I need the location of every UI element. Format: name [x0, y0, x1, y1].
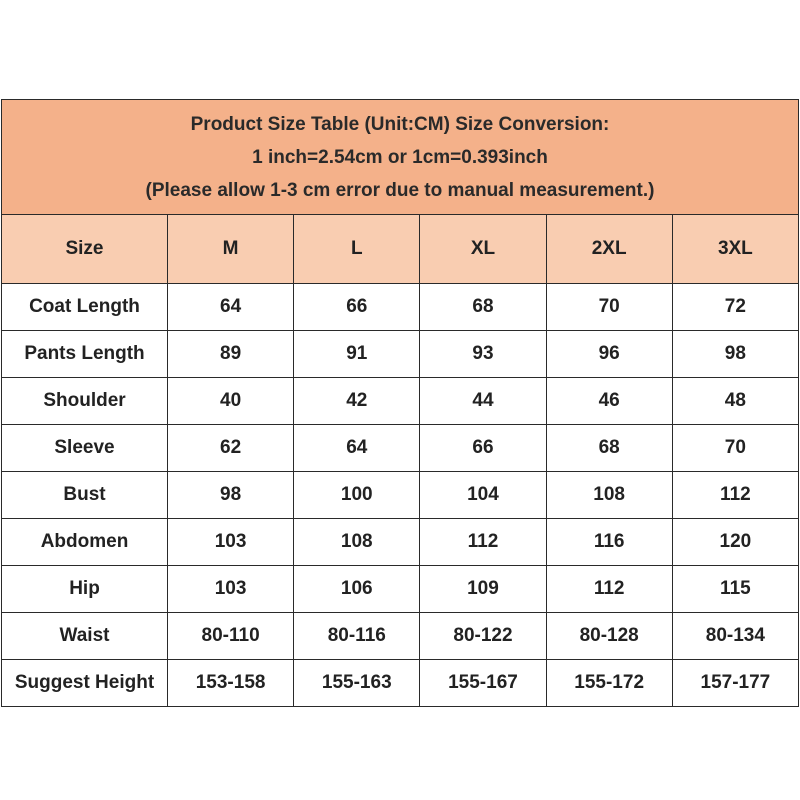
header-size: Size [2, 215, 168, 284]
table-cell: 116 [546, 519, 672, 566]
table-cell: 70 [672, 425, 798, 472]
table-cell: 70 [546, 284, 672, 331]
table-cell: 44 [420, 378, 546, 425]
row-label: Shoulder [2, 378, 168, 425]
table-cell: 46 [546, 378, 672, 425]
header-xl: XL [420, 215, 546, 284]
table-cell: 80-128 [546, 613, 672, 660]
table-cell: 80-110 [168, 613, 294, 660]
table-row [2, 566, 799, 613]
table-title [2, 100, 799, 215]
table-cell: 68 [546, 425, 672, 472]
row-label: Suggest Height [2, 660, 168, 707]
table-cell: 80-134 [672, 613, 798, 660]
table-cell: 120 [672, 519, 798, 566]
title-line-3: (Please allow 1-3 cm error due to manual measurement.) [145, 179, 655, 201]
table-cell: 98 [672, 331, 798, 378]
row-label: Sleeve [2, 425, 168, 472]
header-m: M [168, 215, 294, 284]
table-cell: 112 [672, 472, 798, 519]
table-cell: 64 [294, 425, 420, 472]
header-l: L [294, 215, 420, 284]
row-label: Pants Length [2, 331, 168, 378]
table-cell: 106 [294, 566, 420, 613]
row-label: Waist [2, 613, 168, 660]
row-label: Hip [2, 566, 168, 613]
table-cell: 115 [672, 566, 798, 613]
table-cell: 48 [672, 378, 798, 425]
table-cell: 100 [294, 472, 420, 519]
table-cell: 40 [168, 378, 294, 425]
table-row [2, 378, 799, 425]
table-cell: 103 [168, 519, 294, 566]
table-row [2, 660, 799, 707]
row-label: Abdomen [2, 519, 168, 566]
table-cell: 108 [294, 519, 420, 566]
table-cell: 108 [546, 472, 672, 519]
table-cell: 42 [294, 378, 420, 425]
title-line-2: 1 inch=2.54cm or 1cm=0.393inch [252, 146, 548, 168]
table-cell: 98 [168, 472, 294, 519]
table-cell: 155-167 [420, 660, 546, 707]
table-row [2, 472, 799, 519]
table-row [2, 613, 799, 660]
table-cell: 112 [420, 519, 546, 566]
row-label: Bust [2, 472, 168, 519]
table-cell: 64 [168, 284, 294, 331]
header-2xl: 2XL [546, 215, 672, 284]
table-cell: 72 [672, 284, 798, 331]
row-label: Coat Length [2, 284, 168, 331]
header-3xl: 3XL [672, 215, 798, 284]
table-cell: 103 [168, 566, 294, 613]
table-cell: 80-122 [420, 613, 546, 660]
table-cell: 109 [420, 566, 546, 613]
table-cell: 91 [294, 331, 420, 378]
table-cell: 93 [420, 331, 546, 378]
table-cell: 62 [168, 425, 294, 472]
table-cell: 66 [294, 284, 420, 331]
table-row [2, 519, 799, 566]
table-cell: 89 [168, 331, 294, 378]
table-row [2, 425, 799, 472]
table-cell: 80-116 [294, 613, 420, 660]
title-line-1: Product Size Table (Unit:CM) Size Conversion: [190, 113, 610, 135]
table-cell: 112 [546, 566, 672, 613]
table-cell: 155-163 [294, 660, 420, 707]
table-cell: 155-172 [546, 660, 672, 707]
table-cell: 68 [420, 284, 546, 331]
table-cell: 96 [546, 331, 672, 378]
table-cell: 66 [420, 425, 546, 472]
table-row [2, 331, 799, 378]
header-row [2, 215, 799, 284]
size-table [1, 99, 799, 707]
table-row [2, 284, 799, 331]
table-cell: 157-177 [672, 660, 798, 707]
table-cell: 153-158 [168, 660, 294, 707]
table-cell: 104 [420, 472, 546, 519]
